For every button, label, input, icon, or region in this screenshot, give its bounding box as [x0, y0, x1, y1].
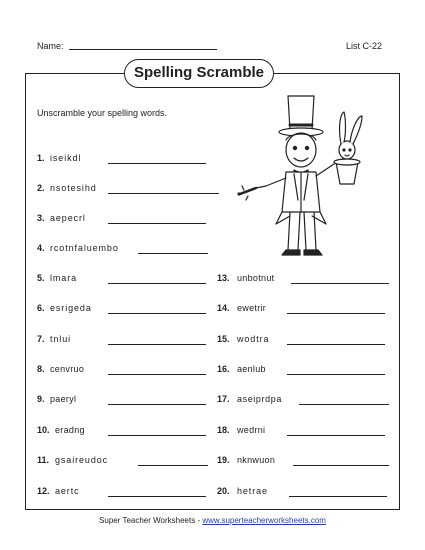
list-item: [37, 243, 212, 257]
item-number: 9.: [37, 394, 45, 404]
scrambled-word: iseikdl: [50, 153, 82, 163]
scrambled-word: cenvruo: [50, 364, 85, 374]
item-number: 13.: [217, 273, 230, 283]
list-item: [37, 425, 212, 439]
answer-blank[interactable]: [108, 496, 206, 497]
scrambled-word: rcotnfaluembo: [50, 243, 119, 253]
item-number: 11.: [37, 455, 50, 465]
item-number: 3.: [37, 213, 45, 223]
scrambled-word: lmara: [50, 273, 78, 283]
list-item: [217, 486, 392, 500]
item-number: 10.: [37, 425, 50, 435]
list-item: [217, 334, 392, 348]
list-item: [37, 303, 212, 317]
item-number: 5.: [37, 273, 45, 283]
scrambled-word: wedrni: [237, 425, 266, 435]
list-item: [37, 364, 212, 378]
item-number: 20.: [217, 486, 230, 496]
scrambled-word: nsotesihd: [50, 183, 97, 193]
footer: [0, 516, 425, 525]
list-label: List C-22: [346, 41, 383, 51]
list-item: [37, 213, 212, 227]
item-number: 12.: [37, 486, 50, 496]
scrambled-word: wodtra: [237, 334, 270, 344]
page-title: Spelling Scramble: [124, 59, 274, 88]
item-number: 7.: [37, 334, 45, 344]
answer-blank[interactable]: [108, 404, 206, 405]
list-item: [217, 394, 392, 408]
answer-blank[interactable]: [108, 163, 206, 164]
instructions-text: Unscramble your spelling words.: [37, 108, 168, 118]
answer-blank[interactable]: [138, 253, 208, 254]
list-item: [37, 455, 212, 469]
list-item: [217, 364, 392, 378]
list-item: [37, 486, 212, 500]
answer-blank[interactable]: [108, 193, 219, 194]
list-item: [37, 334, 212, 348]
answer-blank[interactable]: [108, 344, 206, 345]
footer-text: Super Teacher Worksheets -: [99, 516, 203, 525]
list-item: [217, 303, 392, 317]
scrambled-word: eradng: [55, 425, 85, 435]
item-number: 18.: [217, 425, 230, 435]
answer-blank[interactable]: [108, 313, 206, 314]
scrambled-word: tnlui: [50, 334, 72, 344]
item-number: 6.: [37, 303, 45, 313]
scrambled-word: unbotnut: [237, 273, 275, 283]
answer-blank[interactable]: [108, 435, 206, 436]
scrambled-word: aertc: [55, 486, 80, 496]
item-number: 14.: [217, 303, 230, 313]
answer-blank[interactable]: [108, 374, 206, 375]
item-number: 8.: [37, 364, 45, 374]
item-number: 2.: [37, 183, 45, 193]
footer-link[interactable]: www.superteacherworksheets.com: [202, 516, 326, 525]
answer-blank[interactable]: [287, 313, 385, 314]
scrambled-word: aenlub: [237, 364, 266, 374]
magician-illustration: [236, 92, 376, 262]
answer-blank[interactable]: [108, 223, 206, 224]
answer-blank[interactable]: [293, 465, 389, 466]
item-number: 17.: [217, 394, 230, 404]
list-item: [217, 425, 392, 439]
scrambled-word: hetrae: [237, 486, 268, 496]
list-item: [37, 273, 212, 287]
scrambled-word: esrigeda: [50, 303, 92, 313]
item-number: 15.: [217, 334, 230, 344]
item-number: 19.: [217, 455, 230, 465]
answer-blank[interactable]: [287, 435, 385, 436]
answer-blank[interactable]: [289, 496, 387, 497]
answer-blank[interactable]: [138, 465, 208, 466]
answer-blank[interactable]: [291, 283, 389, 284]
list-item: [37, 153, 212, 167]
scrambled-word: gsaireudoc: [55, 455, 109, 465]
scrambled-word: nknwuon: [237, 455, 276, 465]
scrambled-word: aseiprdpa: [237, 394, 282, 404]
list-item: [37, 183, 212, 197]
list-item: [217, 273, 392, 287]
item-number: 1.: [37, 153, 45, 163]
answer-blank[interactable]: [287, 344, 385, 345]
scrambled-word: aepecrl: [50, 213, 86, 223]
answer-blank[interactable]: [287, 374, 385, 375]
name-label: Name:: [37, 41, 64, 51]
list-item: [37, 394, 212, 408]
answer-blank[interactable]: [299, 404, 389, 405]
item-number: 16.: [217, 364, 230, 374]
list-item: [217, 455, 392, 469]
name-field[interactable]: [69, 49, 217, 50]
scrambled-word: ewetrir: [237, 303, 267, 313]
item-number: 4.: [37, 243, 45, 253]
scrambled-word: paeryl: [50, 394, 77, 404]
answer-blank[interactable]: [108, 283, 206, 284]
